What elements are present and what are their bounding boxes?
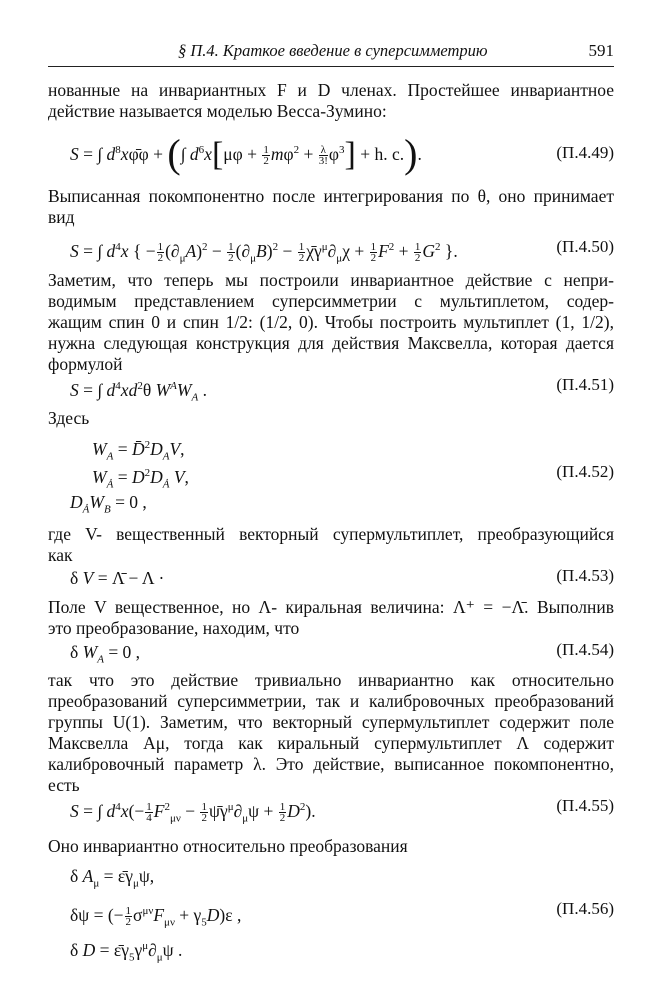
text-line: нужна следующая конструкция для действия Максвелла, которая дается [48, 333, 614, 353]
equation-number: (П.4.54) [556, 640, 614, 659]
equation-number: (П.4.50) [556, 237, 614, 256]
text-line: Максвелла Aμ, тогда как киральный супермультиплет Λ содержит [48, 733, 614, 753]
paragraph-2 [48, 186, 614, 228]
equation-number: (П.4.51) [556, 375, 614, 394]
page-number: 591 [588, 41, 614, 60]
paragraph-7 [48, 670, 614, 796]
equation-4-52-line-3: $D_ȦW_B = 0$ , [70, 492, 147, 516]
text-line: группы U(1). Заметим, что векторный супермультиплет содержит поле [48, 712, 614, 732]
paragraph-6 [48, 597, 614, 639]
text-line: водимым представлением суперсимметрии с мультиплетом, содер- [48, 291, 614, 311]
text-line: где V- вещественный векторный супермультиплет, преобразующийся [48, 524, 614, 544]
paragraph-3 [48, 270, 614, 375]
text-line: жащим спин 0 и спин 1/2: (1/2, 0). Чтобы построить мультиплет (1, 1/2), [48, 312, 614, 332]
equation-number: (П.4.49) [556, 143, 614, 162]
header-rule [48, 66, 614, 67]
text-line: формулой [48, 354, 123, 374]
equation-number: (П.4.56) [556, 899, 614, 918]
text-line: Заметим, что теперь мы построили инвариантное действие с непри- [48, 270, 614, 290]
text-line: это преобразование, находим, что [48, 618, 300, 638]
text-line: вид [48, 207, 75, 227]
text-line: действие называется моделью Весса-Зумино: [48, 101, 387, 121]
equation-4-52-line-2: $W_Ȧ = D^2D_Ȧ$ V, [92, 466, 189, 491]
text-line: Здесь [48, 408, 90, 428]
paragraph-1 [48, 80, 614, 122]
text-line: Поле V вещественное, но Λ- киральная величина: Λ⁺ = −Λ̄. Выполнив [48, 597, 614, 617]
equation-4-54: δ $W_A = 0$ , [70, 642, 141, 666]
paragraph-5 [48, 524, 614, 566]
equation-4-55: S = ∫ $d^4x(-$ $\frac{1}{4}$ $F^2_{\mu\nu}$ − $\frac{1}{2}$ $\psī\gamma^\mu\partial_\mu\psi$ + $\frac{1}{2}$ $D^2$). [70, 800, 316, 825]
text-line: так что это действие тривиально инвариантно как относительно [48, 670, 614, 690]
text-line: есть [48, 775, 80, 795]
equation-number: (П.4.55) [556, 796, 614, 815]
equation-4-56-line-1: δ $A_\mu$ = $\varepsilon̄\gamma_\mu\psi$, [70, 866, 155, 890]
text-line: преобразований суперсимметрии, так и калибровочных преобразований [48, 691, 614, 711]
equation-4-49: S = ∫ $d^8x\varphī\varphi$ + (∫ $d^6x[\mu\varphi$ + $\frac{1}{2}$ $m\varphi^2$ + $\frac{\lambda}{3!}$ $\varphi^3] + h$. c.). [70, 130, 422, 176]
text-line: калибровочный параметр λ. Это действие, выписанное покомпонентно, [48, 754, 614, 774]
equation-4-56-line-3: δ $D = \varepsilon̄\gamma_5\gamma^\mu\partial_\mu\psi$ . [70, 939, 183, 964]
equation-number: (П.4.52) [556, 462, 614, 481]
equation-4-50: S = ∫ $d^4x$ { − $\frac{1}{2}$ $(\partial_\mu A)^2$ − $\frac{1}{2}$ $(\partial_\mu B)^2$ − $\frac{1}{2}$ $\chī\gamma^\mu\partial_\mu\chi$ + $\frac{1}{2}$ $F^2$ + $\frac{1}{2}$ $G^2$ }. [70, 240, 458, 265]
running-header [48, 41, 614, 65]
text-line: Выписанная покомпонентно после интегрирования по θ, оно принимает [48, 186, 614, 206]
text-line: нованные на инвариантных F и D членах. Простейшее инвариантное [48, 80, 614, 100]
paragraph-8 [48, 836, 614, 857]
paragraph-4 [48, 408, 614, 429]
running-title: § П.4. Краткое введение в суперсимметрию [178, 41, 488, 60]
equation-4-56-line-2: δψ = (− $\frac{1}{2}$ $\sigma^{\mu\nu}F_{\mu\nu} + \gamma_5D)\varepsilon$ , [70, 904, 242, 929]
text-line: Оно инвариантно относительно преобразования [48, 836, 408, 856]
equation-number: (П.4.53) [556, 566, 614, 585]
equation-4-53: δ V = Λ̄ − Λ · [70, 568, 165, 588]
equation-4-52-line-1: $W_A$ = $D̄^2D_AV$, [92, 438, 185, 463]
equation-4-51: S = ∫ $d^4xd^2\theta$ $W^AW_A$ . [70, 379, 207, 404]
text-line: как [48, 545, 73, 565]
